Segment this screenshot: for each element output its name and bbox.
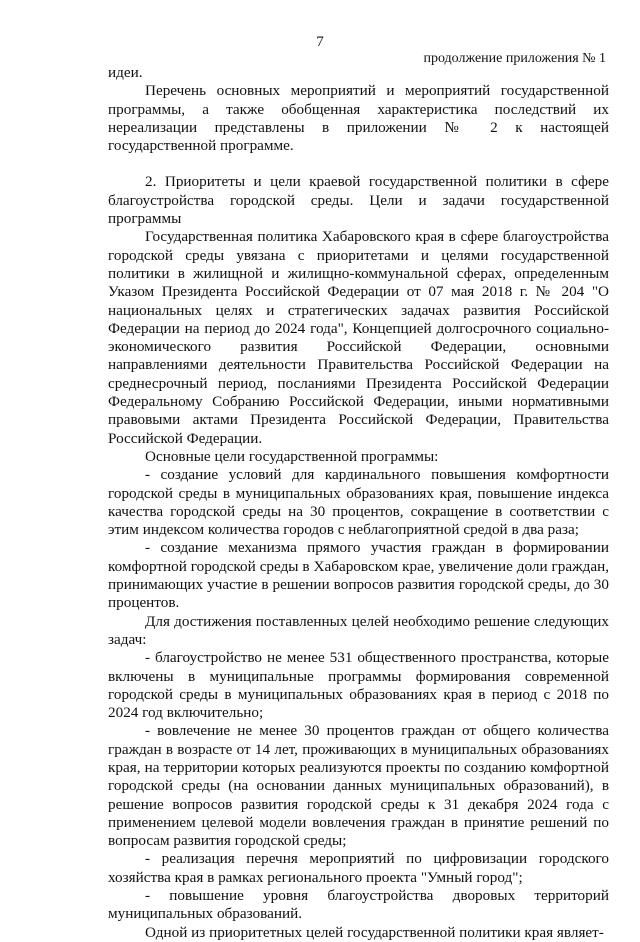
paragraph: - создание механизма прямого участия граждан в формировании комфортной городской среды в Хабаровском крае, увеличение доли граждан, принимающих участие в решении вопросов развития городской среды, до 30 процентов. xyxy=(108,539,609,612)
paragraph: Основные цели государственной программы: xyxy=(145,447,439,465)
page-number: 7 xyxy=(316,34,324,50)
document-body xyxy=(108,64,609,942)
appendix-continuation-note: продолжение приложения № 1 xyxy=(423,51,606,66)
paragraph: - повышение уровня благоустройства дворовых территорий муниципальных образований. xyxy=(108,887,609,923)
paragraph: идеи. xyxy=(108,64,143,81)
paragraph: Одной из приоритетных целей государственной политики края являет- xyxy=(145,923,604,941)
paragraph: - благоустройство не менее 531 общественного пространства, которые включены в муниципальные программы формирования современной городской среды в муниципальных образованиях края в период с 2018 по 2024 год включительно; xyxy=(108,649,609,722)
paragraph: Перечень основных мероприятий и мероприятий государственной программы, а также обобщенная характеристика последствий их нереализации представлены в приложении № 2 к настоящей государственной программе. xyxy=(108,82,609,155)
paragraph: - вовлечение не менее 30 процентов граждан от общего количества граждан в возрасте от 14 лет, проживающих в муниципальных образованиях края, на территории которых реализуются проекты по созданию комфортной городской среды (на основании данных муниципальных образований), в решение вопросов развития городской среды к 31 декабря 2024 года с применением целевой модели вовлечения граждан в принятие решений по вопросам развития городской среды; xyxy=(108,722,609,850)
paragraph: Государственная политика Хабаровского края в сфере благоустройства городской среды увязана с приоритетами и целями государственной политики в жилищной и жилищно-коммунальной сферах, определенным Указом Президента Российской Федерации от 07 мая 2018 г. № 204 "О национальных целях и стратегических задачах развития Российской Федерации на период до 2024 года", Концепцией долгосрочного социально-экономического развития Российской Федерации, основными направлениями деятельности Правительства Российской Федерации на среднесрочный период, посланиями Президента Российской Федерации Федеральному Собранию Российской Федерации, иными нормативными правовыми актами Президента Российской Федерации, Правительства Российской Федерации. xyxy=(108,228,609,447)
paragraph: - создание условий для кардинального повышения комфортности городской среды в муниципальных образованиях края, повышение индекса качества городской среды на 30 процентов, сокращение в соответствии с этим индексом количества городов с неблагоприятной средой в два раза; xyxy=(108,466,609,539)
paragraph: Для достижения поставленных целей необходимо решение следующих задач: xyxy=(108,612,609,648)
section-heading: 2. Приоритеты и цели краевой государственной политики в сфере благоустройства городской среды. Цели и задачи государственной программы xyxy=(108,173,609,228)
paragraph: - реализация перечня мероприятий по цифровизации городского хозяйства края в рамках регионального проекта "Умный город"; xyxy=(108,850,609,886)
